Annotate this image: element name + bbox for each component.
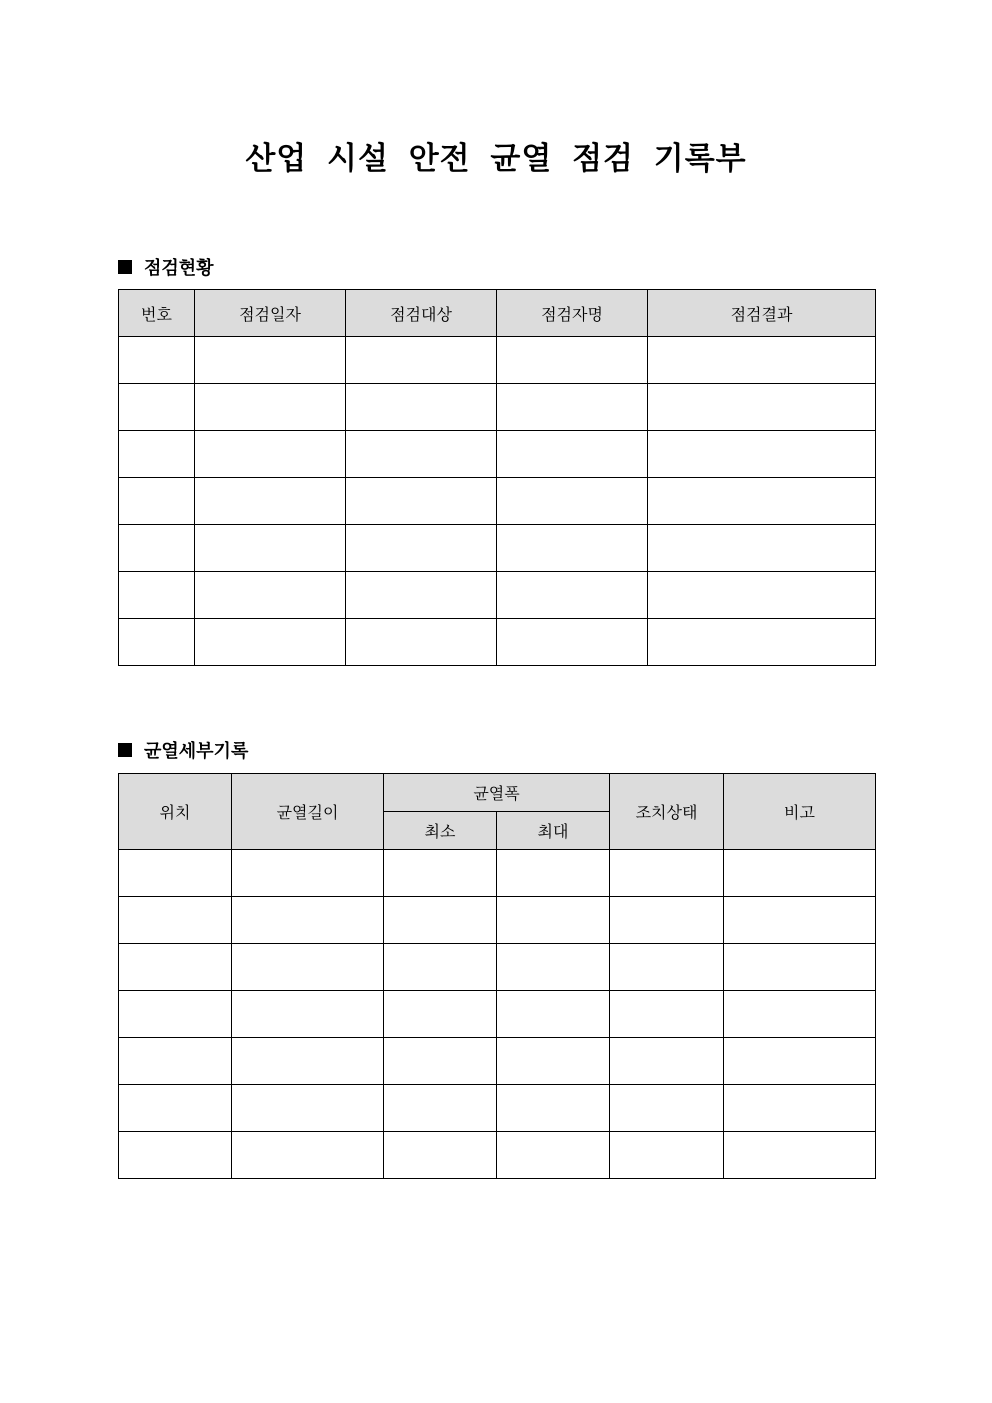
table-cell[interactable] [119,384,195,431]
table-cell[interactable] [195,525,346,572]
table-cell[interactable] [497,1038,610,1085]
column-header-inspection-result: 점검결과 [648,290,876,337]
table-cell[interactable] [724,1085,876,1132]
table-cell[interactable] [497,850,610,897]
document-title: 산업 시설 안전 균열 점검 기록부 [245,141,747,177]
table-cell[interactable] [610,991,724,1038]
table-row [119,1132,876,1179]
table-cell[interactable] [195,384,346,431]
table-cell[interactable] [497,478,648,525]
table-cell[interactable] [232,1085,384,1132]
table-cell[interactable] [195,337,346,384]
table-cell[interactable] [119,478,195,525]
column-header-location: 위치 [119,774,232,850]
table-cell[interactable] [119,850,232,897]
table-cell[interactable] [497,897,610,944]
table-cell[interactable] [648,337,876,384]
table-cell[interactable] [497,525,648,572]
section-heading-label: 균열세부기록 [144,741,249,762]
table-cell[interactable] [724,1038,876,1085]
column-header-width-min: 최소 [384,812,497,850]
table-cell[interactable] [724,991,876,1038]
square-bullet-icon [118,743,132,757]
column-header-crack-length: 균열길이 [232,774,384,850]
table-cell[interactable] [232,991,384,1038]
table-row [119,525,876,572]
table-cell[interactable] [232,944,384,991]
table-header-row [119,290,876,337]
table-cell[interactable] [119,897,232,944]
table-row [119,1038,876,1085]
column-header-inspection-date: 점검일자 [195,290,346,337]
table-row [119,619,876,666]
table-cell[interactable] [648,619,876,666]
table-cell[interactable] [724,897,876,944]
table-cell[interactable] [724,1132,876,1179]
table-header-row [119,774,876,812]
column-header-width-max: 최대 [497,812,610,850]
table-cell[interactable] [384,944,497,991]
table-cell[interactable] [497,337,648,384]
table-cell[interactable] [346,525,497,572]
table-cell[interactable] [195,478,346,525]
table-cell[interactable] [119,991,232,1038]
table-cell[interactable] [119,1085,232,1132]
table-cell[interactable] [497,1132,610,1179]
table-cell[interactable] [497,991,610,1038]
section-heading-crack-detail [118,737,248,763]
table-cell[interactable] [648,478,876,525]
table-cell[interactable] [610,1038,724,1085]
table-cell[interactable] [648,431,876,478]
table-cell[interactable] [346,619,497,666]
table-row [119,478,876,525]
table-row [119,431,876,478]
table-row [119,991,876,1038]
table-row [119,572,876,619]
table-cell[interactable] [497,384,648,431]
table-cell[interactable] [232,897,384,944]
table-cell[interactable] [195,619,346,666]
section-heading-label: 점검현황 [144,258,214,279]
table-cell[interactable] [384,1038,497,1085]
table-cell[interactable] [232,850,384,897]
table-cell[interactable] [384,1085,497,1132]
table-cell[interactable] [119,337,195,384]
table-row [119,337,876,384]
table-row [119,944,876,991]
table-cell[interactable] [346,384,497,431]
column-header-inspector-name: 점검자명 [497,290,648,337]
table-cell[interactable] [119,944,232,991]
table-row [119,1085,876,1132]
table-cell[interactable] [497,1085,610,1132]
column-header-action-status: 조치상태 [610,774,724,850]
table-row [119,850,876,897]
table-cell[interactable] [119,619,195,666]
table-cell[interactable] [119,525,195,572]
table-cell[interactable] [497,619,648,666]
table-cell[interactable] [195,431,346,478]
table-cell[interactable] [384,991,497,1038]
table-cell[interactable] [346,337,497,384]
table-cell[interactable] [195,572,346,619]
inspection-status-table [118,289,876,666]
column-header-crack-width: 균열폭 [384,774,610,812]
table-cell[interactable] [384,1132,497,1179]
table-cell[interactable] [119,1038,232,1085]
table-cell[interactable] [610,944,724,991]
table-cell[interactable] [346,431,497,478]
table-cell[interactable] [119,572,195,619]
column-header-remarks: 비고 [724,774,876,850]
table-cell[interactable] [497,572,648,619]
table-row [119,384,876,431]
column-header-inspection-target: 점검대상 [346,290,497,337]
table-cell[interactable] [497,431,648,478]
table-cell[interactable] [384,850,497,897]
table-cell[interactable] [346,478,497,525]
table-cell[interactable] [648,525,876,572]
table-cell[interactable] [232,1038,384,1085]
table-cell[interactable] [724,850,876,897]
table-cell[interactable] [648,572,876,619]
table-cell[interactable] [346,572,497,619]
table-cell[interactable] [119,431,195,478]
table-cell[interactable] [610,1132,724,1179]
table-row [119,897,876,944]
table-cell[interactable] [724,944,876,991]
table-cell[interactable] [232,1132,384,1179]
square-bullet-icon [118,260,132,274]
table-cell[interactable] [497,944,610,991]
table-cell[interactable] [610,850,724,897]
column-header-number: 번호 [119,290,195,337]
section-heading-inspection-status [118,254,214,280]
table-cell[interactable] [610,1085,724,1132]
table-cell[interactable] [610,897,724,944]
table-cell[interactable] [384,897,497,944]
table-cell[interactable] [119,1132,232,1179]
table-cell[interactable] [648,384,876,431]
crack-detail-table [118,773,876,1179]
